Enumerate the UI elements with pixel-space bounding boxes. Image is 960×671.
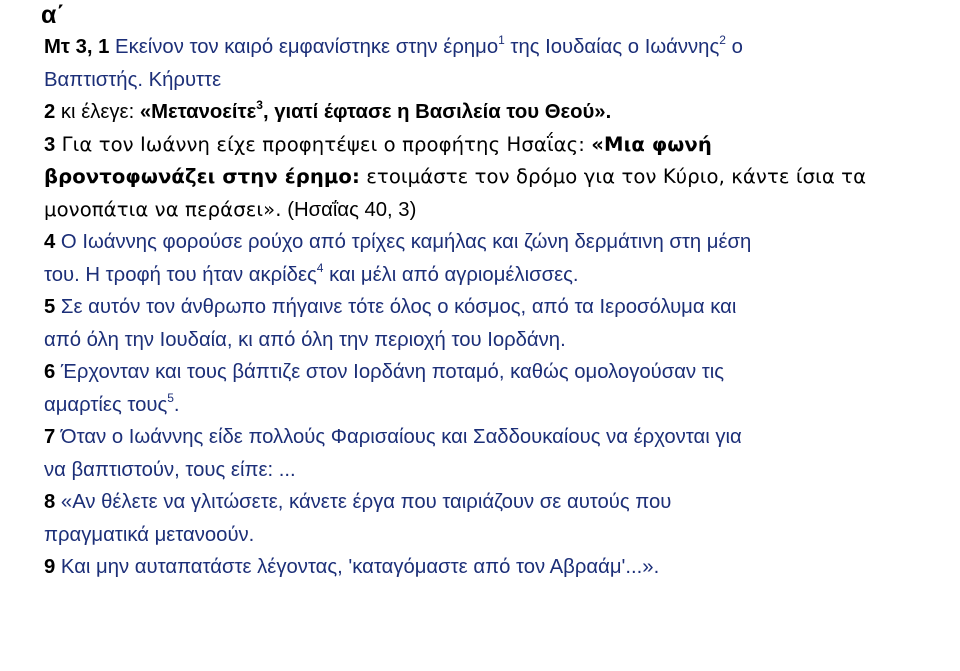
verse-quote: , γιατί έφτασε η Βασιλεία του Θεού». (262, 101, 612, 123)
verse-reference: Μτ 3, 1 (44, 36, 110, 58)
verse-6-line-1 (44, 356, 934, 389)
verse-citation: (Ησαΐας 40, 3) (281, 198, 417, 221)
verse-9-line-1 (44, 551, 934, 584)
verse-3-line-3 (44, 194, 934, 227)
footnote-marker: 2 (719, 33, 726, 48)
verse-3-line-2 (44, 161, 934, 194)
verse-text: πραγματικά μετανοούν. (44, 523, 255, 546)
verse-text: Έρχονταν και τους βάπτιζε στον Ιορδάνη ποταμό, καθώς ομολογούσαν τις (55, 361, 725, 383)
verse-text: Σε αυτόν τον άνθρωπο πήγαινε τότε όλος ο κόσμος, από τα Ιεροσόλυμα και (55, 296, 737, 318)
verse-text: Και μην αυταπατάστε λέγοντας, 'καταγόμαστε από τον Αβραάμ'...». (55, 556, 660, 578)
verse-text: κι έλεγε: (55, 101, 140, 123)
verse-number: 2 (44, 101, 56, 123)
verse-number: 5 (44, 296, 56, 318)
verse-text: Όταν ο Ιωάννης είδε πολλούς Φαρισαίους και Σαδδουκαίους να έρχονται για (55, 426, 742, 448)
verse-8-line-2 (44, 519, 934, 552)
verse-number: 6 (44, 361, 56, 383)
verse-quote: «Μετανοείτε (139, 101, 257, 123)
verse-5-line-1 (44, 291, 934, 324)
footnote-marker: 4 (316, 260, 324, 275)
verse-6-line-2 (44, 389, 934, 422)
verse-text: αμαρτίες τους (44, 393, 168, 416)
verse-text: . (173, 393, 180, 416)
footnote-marker: 3 (256, 98, 263, 113)
verse-number: 4 (44, 231, 56, 253)
verse-7-line-2 (44, 454, 934, 487)
verse-2-line-1 (44, 96, 934, 129)
verse-text: της Ιουδαίας ο Ιωάννης (504, 36, 720, 58)
verse-5-line-2 (44, 324, 934, 357)
verse-1-line-2 (44, 64, 934, 97)
verse-text: ετοιμάστε τον δρόμο για τον Κύριο, κάντε ίσια τα (359, 165, 867, 188)
verse-number: 9 (44, 556, 56, 578)
verse-7-line-1 (44, 421, 934, 454)
footnote-marker: 1 (498, 33, 505, 48)
verse-8-line-1 (44, 486, 934, 519)
slide-heading: α΄ (41, 1, 65, 29)
verse-text: Ο Ιωάννης φορούσε ρούχο από τρίχες καμήλας και ζώνη δερμάτινη στη μέση (55, 231, 752, 253)
verse-text: ο (725, 36, 743, 58)
verse-text: «Αν θέλετε να γλιτώσετε, κάνετε έργα που ταιριάζουν σε αυτούς που (55, 491, 672, 513)
verse-3-line-1 (44, 129, 934, 162)
verse-4-line-1 (44, 226, 934, 259)
verse-1-line-1 (44, 31, 934, 64)
verse-text: Για τον Ιωάννη είχε προφητέψει ο προφήτης Ησαΐας: (55, 132, 592, 156)
scripture-passage (44, 31, 934, 584)
verse-number: 8 (44, 491, 56, 513)
verse-text: μονοπάτια να περάσει». (44, 197, 282, 221)
verse-text: και μέλι από αγριομέλισσες. (323, 263, 579, 286)
verse-text: του. Η τροφή του ήταν ακρίδες (44, 263, 317, 286)
verse-number: 7 (44, 426, 56, 448)
verse-text: Εκείνον τον καιρό εμφανίστηκε στην έρημο (109, 36, 499, 58)
verse-number: 3 (44, 133, 56, 156)
verse-4-line-2 (44, 259, 934, 292)
verse-quote: «Μια φωνή (591, 132, 712, 156)
footnote-marker: 5 (167, 390, 174, 405)
verse-text: Βαπτιστής. Κήρυττε (44, 68, 222, 91)
verse-text: να βαπτιστούν, τους είπε: ... (44, 458, 296, 481)
verse-quote: βροντοφωνάζει στην έρημο: (44, 165, 360, 188)
verse-text: από όλη την Ιουδαία, κι από όλη την περιοχή του Ιορδάνη. (44, 328, 566, 351)
